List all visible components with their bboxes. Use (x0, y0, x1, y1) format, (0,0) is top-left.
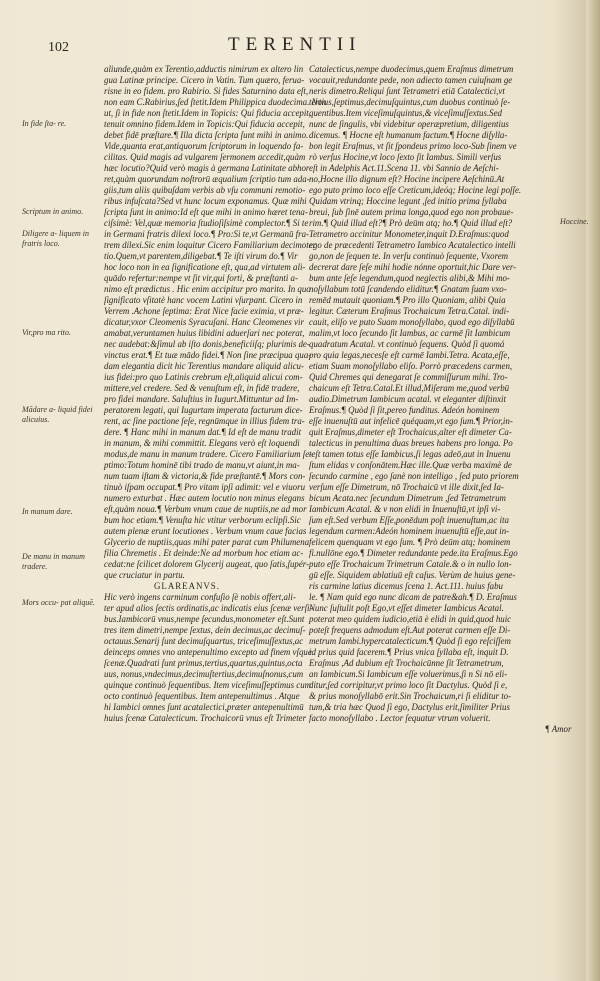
text-line: eſſe inuenuſtū aut infelicē quéquam,vt ego ſum.¶ Prior,in- (309, 416, 513, 426)
text-line: hæc locutio?Quid verò magis à germana Latinitate abhor (104, 163, 310, 173)
text-line: ego de præcedenti Tetrametro Iambico Acatalectico intelli (309, 240, 516, 250)
section-heading: GLAREANVS. (154, 581, 220, 591)
left-margin-notes (22, 64, 100, 944)
text-line: talecticus in penultima duas breues habens pro longa. Po (309, 438, 513, 448)
text-line: facto monoſyllabo . Lector ſequatur vtrum voluerit. (309, 713, 491, 723)
text-line: chaicum eſt Tetra.Catal.Et illud,Miſeram me,quod verbū (309, 383, 510, 393)
text-line: ter apud alios ſectis ordinatis,ac indicatis eius ſcenæ verſi- (104, 603, 313, 613)
text-line: filia Chremetis . Et deinde:Ne ad morbum hoc etiam ac- (104, 548, 304, 558)
text-line: dere. ¶ Hanc mihi in manum dat.¶ Id eſt de manu tradit (104, 427, 302, 437)
text-line: cauit, eliſo ve puto Suam monoſyllabo, quod ego diſyllabū (309, 317, 515, 327)
text-line: deinceps omnes vno antepenultimo excepto ad finem vſque (104, 647, 312, 657)
text-line: ribus infuſcata?Sed vt hunc locum exponamus. Quæ mihi (104, 196, 307, 206)
text-line: hoc loco non in ea ſignificatione eſt, qua,ad virtutem ali- (104, 262, 306, 272)
text-line: legitur. Cæterum Eraſmus Trochaicum Tetra.Catal. indi- (309, 306, 510, 316)
margin-note-in-manum: In manum dare. (22, 507, 73, 516)
margin-note-diligere: Diligere a- liquem in fratris loco. (22, 229, 90, 248)
page-number: 102 (48, 40, 69, 55)
text-line: poterat meo quidem iudicio,etiā è elidi in quid,quod huic (309, 614, 512, 624)
text-line: felicem quenquam vt ego ſum. ¶ Prò deūm atq; hominem (309, 537, 511, 547)
text-line: aliunde,quàm ex Terentio,adductis nimirum ex altero lin (104, 64, 304, 74)
text-line: decrerat dare ſeſe mihi hodie nónne oportuit,hic Dare ver- (309, 262, 517, 272)
margin-note-hoccine: Hoccine. (560, 217, 589, 226)
margin-note-vir: Vir,pro ma rito. (22, 328, 71, 337)
text-line: tum,& tria hæc Quod ſi ego, Dactylus erit,ſimiliter Prius (309, 702, 510, 712)
text-line: no,Hocne illo dignum eſt? Hocine incipere Aeſchinū.At (309, 174, 505, 184)
text-line: etiam Suam monoſyllabo eliſo. Porrò præcedens carmen, (309, 361, 513, 371)
text-line: nimo eſt prædictus . Hic enim accipitur pro marito. In quo (104, 284, 311, 294)
right-text-column (309, 64, 585, 735)
text-line: eſt in Adelphis Act.11.Scena 11. vbi Sannio de Aeſchi- (309, 163, 499, 173)
text-line: tio.Quem,vt parentem,diligebat.¶ Te iſti virum do.¶ Vir (104, 251, 298, 261)
text-line: Quid Chremes qui denegarat ſe commiſſurum mihi. Tro- (309, 372, 508, 382)
text-line: id prius quid facerem.¶ Prius vnica ſyllaba eſt, inquit D. (309, 647, 509, 657)
text-line: Iambicum Acatal. & v non elidi in Inuenuſtū,vt ipſi vi- (309, 504, 501, 514)
text-line: ſignificato vſitatè hanc vocem Latini vſurpant. Cicero in (104, 295, 303, 305)
text-line: modus,de manu in manum tradere. Cicero Familiarium ſe- (104, 449, 313, 459)
text-line: ciſsimè: Vel,quæ memoria ſtudioſiſsimè complector.¶ Si te (104, 218, 309, 228)
text-line: an Iambicum.Si Iambicum eſſe voluerimus,ſi n Si nō eli- (309, 669, 508, 679)
text-line: Nunc ſuſtulit poſt Ego,vt eſſet dimeter Iambicus Acatal. (309, 603, 504, 613)
left-text-column (104, 64, 327, 724)
text-line: verſum eſſe Dimetrum, nō Trochaicū vt ille dixit,ſed Ia- (309, 482, 504, 492)
text-line: trem dilexi.Sic enim loquitur Cicero Familiarium decimoter (104, 240, 317, 250)
catchword: ¶ Amor (545, 724, 572, 734)
page-gutter-shadow (586, 0, 600, 981)
text-line: num tuam iſtam & victoria,& fide præſtantē.¶ Mors con- (104, 471, 306, 481)
text-line: ſcenæ.Quadrati ſunt primus,tertius,quartus,quintus,octa (104, 658, 303, 668)
text-line: & prius monoſyllabō erit.Sin Trochaicum,ri ſi eliditur to- (309, 691, 512, 701)
margin-note-fidem: In fide ſta- re. (22, 119, 67, 128)
text-line: uus, nonus,vndecimus,decimuſtertius,decimuſnonus,cum (104, 669, 304, 679)
text-line: peratorem legati, qui Iugurtam imperata facturum dice- (104, 405, 303, 415)
text-line: autem plenæ erunt locutiones . Verbum vnum caue facias (104, 526, 307, 536)
text-line: nec audebat:&ſimul ab iſto donis,beneficiiſq; plurimis de- (104, 339, 310, 349)
text-line: gua Latinæ principe. Cicero in Vatin. Tum quæro, ferua- (104, 75, 305, 85)
text-line: tinuò iſpam occupat.¶ Pro vitam ipſi adimit: vel e viuoru (104, 482, 306, 492)
text-line: rent, ac ſine pactione ſeſe, regnūmque in illius fidem tra- (104, 416, 305, 426)
text-line: vocauit,redundante pede, non adiecto tamen cuiuſnam ge (309, 75, 513, 85)
text-line: puto eſſe Trochaicum Trimetrum Catale.& o in nullo lon- (309, 559, 512, 569)
text-line: Glycerio de nuptiis,quas mihi pater parat cum Philumena (104, 537, 310, 547)
text-line: go,non de ſequen te. In verſu continuò ſequente, Vxorem (309, 251, 509, 261)
text-line: Eraſmus ,Ad dubium eſt Trochaicūnne ſit Tetrametrum, (309, 658, 504, 668)
text-line: octauus.Senarij ſunt decimuſquartus, triceſimuſſextus,ac (104, 636, 304, 646)
text-line: rò verſus Hocine,vt loco ſexto ſit Iambus. Simili verſus (309, 152, 502, 162)
text-line: hi Iambici omnes ſunt acatalectici,præter antepenultimū (104, 702, 304, 712)
text-line: Tetrametro accinitur Monometer,inquit D.Eraſmus:quod (309, 229, 509, 239)
margin-note-de-manu: De manu in manum tradere. (22, 552, 85, 571)
text-line: giis,tum aliis quibuſdam verbis ab vſu communi remotio- (104, 185, 306, 195)
text-line: ego puto primo loco eſſe Creticum,ideóq; Hocine legi poſſe. (309, 185, 522, 195)
text-line: quentibus.Item viceſimuſquintus,& viceſimuſſextus.Sed (309, 108, 502, 118)
text-line: tertius,ſeptimus,decimuſquintus,cum duobus continuò ſe- (309, 97, 511, 107)
text-line: rim.¶ Quid illud eſt?¶ Prò deūm atq; ho.¶ Quid illud eſt? (309, 218, 513, 228)
text-line: Quidam vtrinq; Hoccine legunt ,ſed initio prima ſyllaba (309, 196, 507, 206)
text-line: amabat,veruntamen huius libidini aduerſari nec poterat, (104, 328, 305, 338)
text-line: ſtum elidas v conſonātem.Hæc ille.Quæ verba maximè de (309, 460, 512, 470)
text-line: que cruciatur in partu. (104, 570, 185, 580)
text-line: metrum Iambi.hypercatalecticum.¶ Quòd ſi ego reſciſſem (309, 636, 511, 646)
text-line: poteſt frequens admodum eſt.Aut poterat carmen eſſe Di- (309, 625, 511, 635)
text-line: ditur,ſed corripitur,vt primo loco ſit Dactylus. Quòd ſi e, (309, 680, 508, 690)
text-line: debet fidē præſtare.¶ Illa dicta ſcripta ſunt mihi in animo. (104, 130, 309, 140)
text-line: Hic verò ingens carminum confuſio ſè nobis offert,ali- (104, 592, 296, 602)
text-line: bum ante ſeſe legendum,quod neglectis alibi,& Mihi mo- (309, 273, 510, 283)
text-line: gū eſſe. Siquidem ablatiuū eſt caſus. Verùm de huius gene- (309, 570, 516, 580)
text-line: quinque continuò ſequentibus. Item viceſimuſſeptimus cum (104, 680, 312, 690)
text-line: ris carmine latius dicemus ſcena 1. Act.111. huius fabu (309, 581, 503, 591)
text-line: bum hoc etiam.¶ Venuſta hic vtitur verborum eclipſi.Sic (104, 515, 301, 525)
text-line: ius fidei:pro quo Latinis crebrum eſt,aliquid alicui com- (104, 372, 303, 382)
text-line: eſt,quàm noua.¶ Verbum vnum caue de nuptiis,ne ad mor (104, 504, 307, 514)
text-line: pro fidei mandare. Saluſtius in Iugurt.Mittuntur ad Im- (104, 394, 299, 404)
text-line: mittere,vel credere. Sed & venuſtum eſt, in fidē tradere, (104, 383, 300, 393)
text-line: bicum Acata.nec ſecundum Dimetrum ,ſed Tetrametrum (309, 493, 506, 503)
text-line: ſcripta ſunt in animo:Id eſt que mihi in animo hæret tena- (104, 207, 308, 217)
text-line: quadratum Acatal. vt continuò ſequens. Quòd ſi quomá (309, 339, 505, 349)
margin-note-mandare: Mādare a- liquid fidei alicuius. (22, 405, 93, 424)
text-line: teſt tamen totus eſſe Iambicus,ſi legas adeō,aut in Inuenu (309, 449, 511, 459)
text-line: dicatur,vxor Cleomenis Syracuſani. Hanc Cleomenes vir (104, 317, 304, 327)
text-line: quit Eraſmus,dimeter eſt Trochaicus,alter eſt dimeter Ca- (309, 427, 512, 437)
text-line: nunc de ſingulis, vbi videbitur operæpretium, diligentius (309, 119, 509, 129)
text-line: le. ¶ Nam quid ego nunc dicam de patre&ah.¶ D. Eraſmus (309, 592, 517, 602)
text-line: quādo refertur:nempe vt ſit vir,qui forti, & præſtanti a- (104, 273, 298, 283)
text-line: tenuit omnino fidem.Idem in Topicis:Qui fiducia accepit, (104, 119, 305, 129)
text-line: ut, ſi in fide non ſtetit.Idem in Topicis: Qui fiducia accepit, (104, 108, 311, 118)
text-line: Verrem .Achone ſeptima: Erat Nice facie eximia, vt præ- (104, 306, 304, 316)
text-line: audio.Dimetrum Iambicum acatal. vt eleganter diſtinxit (309, 394, 506, 404)
text-line: noſyllabum totū ſcandendo eliditur.¶ Gnatam ſuam vxo- (309, 284, 507, 294)
text-line: tres item dimetri,nempe ſextus, dein decimus,ac decimuſ- (104, 625, 306, 635)
text-line: Vide,quanta erat,antiquorum ſcriptorum in loquendo fa- (104, 141, 304, 151)
text-line: cedat:ne ſcilicet dolorem Glycerij augeat, quo ſatis,ſupér- (104, 559, 310, 569)
text-line: neris dimetro.Reliqui ſunt Tetrametri etiā Catalectici,vt (309, 86, 505, 96)
text-line: Catalecticus,nempe duodecimus,quem Eraſmus dimetrum (309, 64, 514, 74)
text-line: Eraſmus.¶ Quòd ſi ſit,pereo funditus. Adeón hominem (309, 405, 500, 415)
text-line: remēd mutauit quoniam.¶ Pro illo Quoniam, alibi Quia (309, 295, 506, 305)
margin-note-scriptum: Scriptum in animo. (22, 207, 84, 216)
text-line: in Germani fratris dilexi loco.¶ Pro:Si te,vt Germanū fra- (104, 229, 309, 239)
text-line: pro quia legas,necesſe eſt carmē Iambi.Tetra. Acata,eſſe, (309, 350, 510, 360)
text-line: bon legit Eraſmus, vt ſit ſpondeus primo loco-Sub ſinem ve (309, 141, 517, 151)
text-line: dicemus. ¶ Hocne eſt humanum factum.¶ Hocne diſylla- (309, 130, 508, 140)
text-line: huius ſcenæ Catalecticum. Trochaicorū vnus eſt Trimeter (104, 713, 307, 723)
text-line: ſum eſt.Sed verbum Eſſe,ponēdum poſt inuenuſtum,ac ita (309, 515, 509, 525)
text-line: in manum, & mihi committit. Elegans verò eſt loquendi (104, 438, 300, 448)
text-line: numero exturbat . Hæc autem locutio non minus elegans (104, 493, 305, 503)
text-line: ptimo:Totum hominē tibi trado de manu,vt aiunt,in ma- (104, 460, 300, 470)
text-line: malim,vt loco ſecundo ſit Iambus, ac carmē ſit Iambicum (309, 328, 511, 338)
text-line: octo continuò ſequentibus. Item antepenultimus . Atque (104, 691, 300, 701)
text-line: non eam C.Rabirius,ſed ſtetit.Idem Philippica duodecima. Non (104, 97, 327, 107)
text-line: ret,quàm quorundam noſtrorū æqualium ſcriptio tum ada- (104, 174, 310, 184)
text-line: ſecundo carmine , ego ſanè non intelligo , ſed puto priorem (309, 471, 519, 481)
text-line: fi.nullōne ego.¶ Dimeter redundante pede.ita Eraſmus.Ego (309, 548, 518, 558)
text-line: breui, ſub ſinē autem prima longa,quod ego non probaue- (309, 207, 514, 217)
text-line: risne in eo fidem. pro Rabirio. Si fides Saturnino data eſt, (104, 86, 309, 96)
running-head: TERENTII (228, 34, 362, 55)
margin-note-mors: Mors occu- pat aliquē. (22, 598, 95, 607)
text-line: dam elegantia dicit hic Terentius mandare aliquid alicu- (104, 361, 304, 371)
text-line: bus.Iambicorū vnus,nempe ſecundus,monometer eſt.Sunt (104, 614, 305, 624)
text-line: vinctus erat.¶ Et tuæ mādo fidei.¶ Non ſine præcipua qua- (104, 350, 312, 360)
text-line: legendum carmen:Adeón hominem inuenuſtū eſſe,aut in- (309, 526, 510, 536)
text-line: cilitas. Quid magis ad vulgarem ſermonem accedit,quàm (104, 152, 306, 162)
